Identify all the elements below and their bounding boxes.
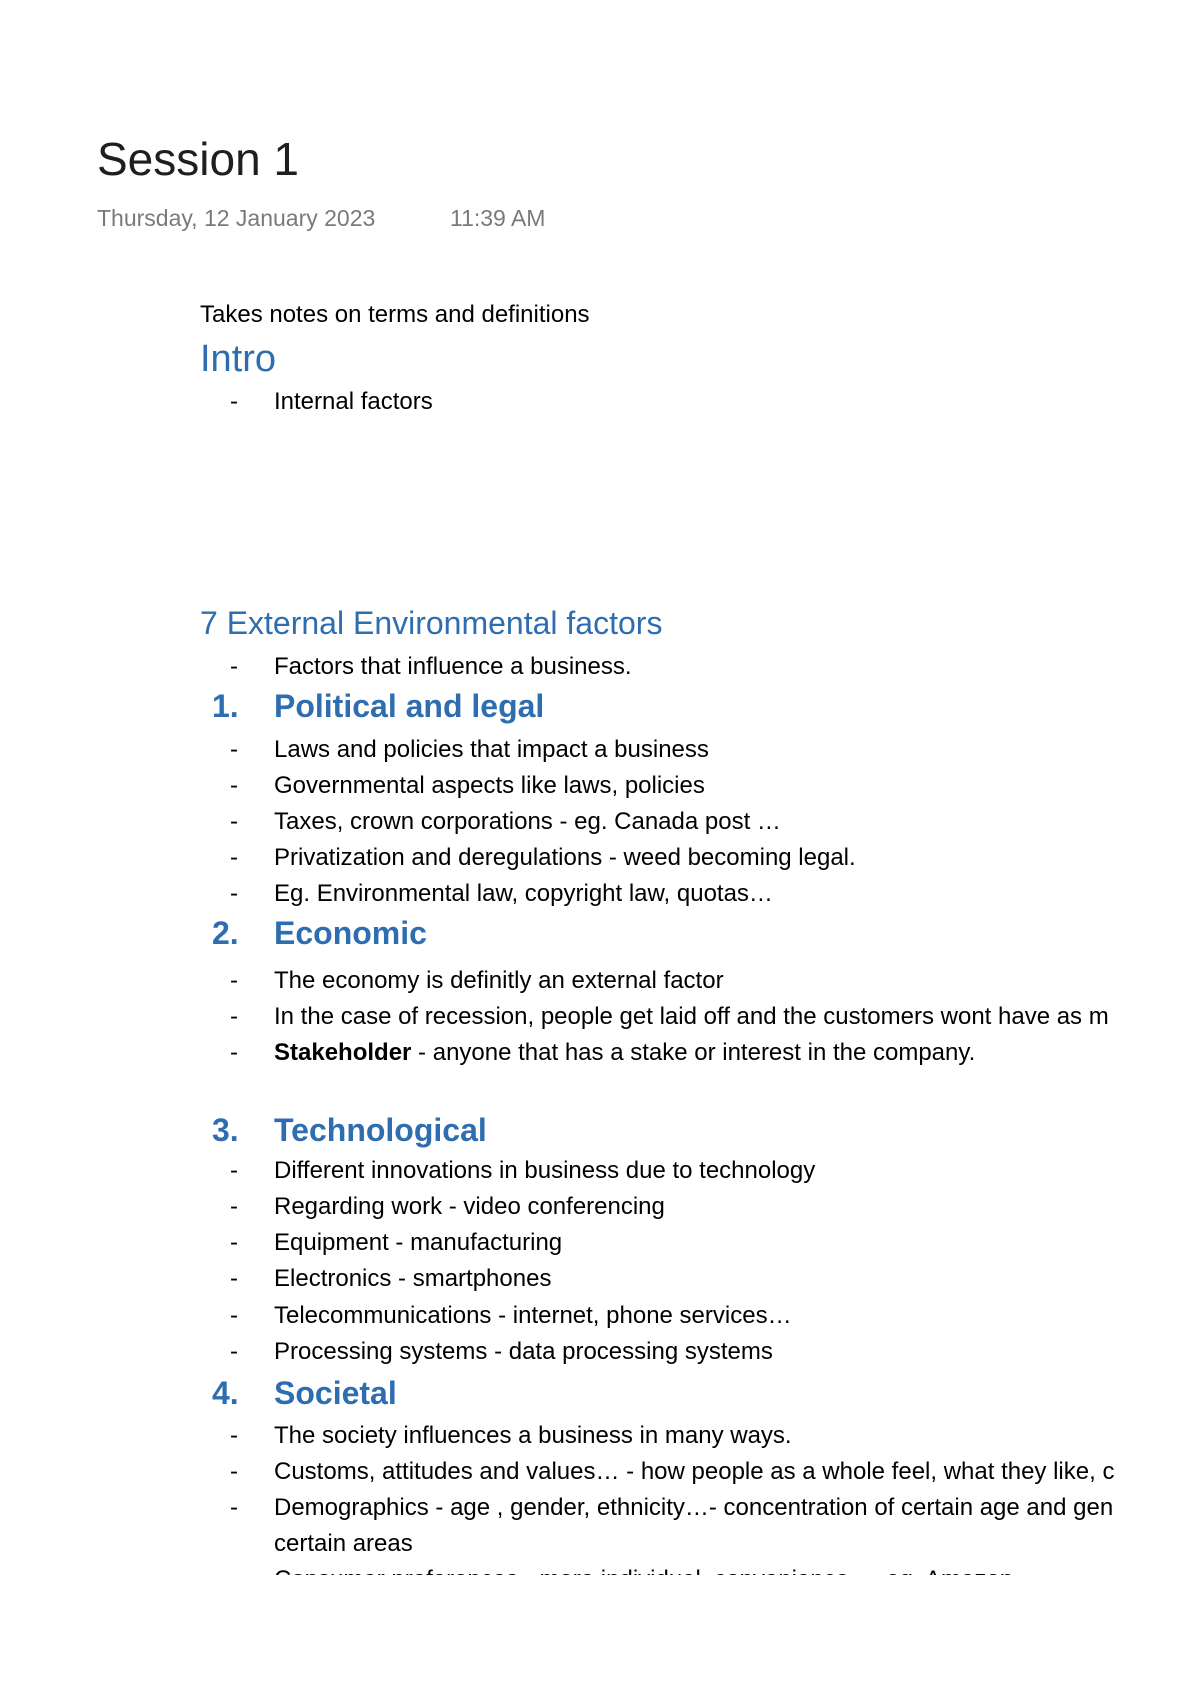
bullet-marker: -	[230, 736, 238, 763]
bullet-marker: -	[230, 653, 238, 680]
bullet-marker: -	[230, 772, 238, 799]
list-item: Electronics - smartphones	[274, 1265, 552, 1292]
list-item: Privatization and deregulations - weed becoming legal.	[274, 844, 856, 871]
list-item: Taxes, crown corporations - eg. Canada post …	[274, 808, 781, 835]
bullet-marker: -	[230, 1338, 238, 1365]
list-item: Regarding work - video conferencing	[274, 1193, 665, 1220]
section-heading: Societal	[274, 1375, 397, 1411]
bullet-marker: -	[230, 1003, 238, 1030]
stakeholder-term: Stakeholder	[274, 1039, 412, 1066]
section-number: 3.	[212, 1112, 239, 1148]
list-item: In the case of recession, people get laid off and the customers wont have as m	[274, 1003, 1109, 1030]
intro-item: Internal factors	[274, 388, 433, 415]
list-item: Different innovations in business due to technology	[274, 1157, 816, 1184]
list-item: Customs, attitudes and values… - how people as a whole feel, what they like, c	[274, 1458, 1115, 1485]
bullet-marker: -	[230, 844, 238, 871]
section-number: 2.	[212, 915, 239, 951]
list-item: The economy is definitly an external factor	[274, 967, 724, 994]
bullet-marker: -	[230, 1458, 238, 1485]
bullet-marker: -	[230, 1039, 238, 1066]
list-item: Processing systems - data processing systems	[274, 1338, 773, 1365]
stakeholder-definition: - anyone that has a stake or interest in the company.	[411, 1039, 976, 1066]
list-item: Eg. Environmental law, copyright law, quotas…	[274, 880, 773, 907]
external-item: Factors that influence a business.	[274, 653, 632, 680]
intro-heading: Intro	[200, 338, 277, 380]
section-number: 1.	[212, 688, 239, 724]
list-item: Demographics - age , gender, ethnicity…- concentration of certain age and gen	[274, 1494, 1114, 1521]
page-time: 11:39 AM	[450, 205, 546, 231]
list-item: Equipment - manufacturing	[274, 1229, 563, 1256]
bullet-marker: -	[230, 967, 238, 994]
page-date: Thursday, 12 January 2023	[97, 205, 376, 231]
bullet-marker: -	[230, 1494, 238, 1521]
bullet-marker: -	[230, 1265, 238, 1292]
bullet-marker: -	[230, 1422, 238, 1449]
bullet-marker: -	[230, 388, 238, 415]
section-heading: Economic	[274, 915, 427, 951]
bullet-marker: -	[230, 1229, 238, 1256]
list-item: Laws and policies that impact a business	[274, 736, 709, 763]
bullet-marker: -	[230, 1157, 238, 1184]
bullet-marker: -	[230, 808, 238, 835]
bullet-marker: -	[230, 1302, 238, 1329]
list-item-stakeholder	[274, 1039, 975, 1067]
list-item: Governmental aspects like laws, policies	[274, 772, 705, 799]
bullet-marker: -	[230, 1193, 238, 1220]
intro-note: Takes notes on terms and definitions	[200, 301, 590, 328]
section-heading: Technological	[274, 1112, 487, 1148]
bullet-marker: -	[230, 880, 238, 907]
list-item: Telecommunications - internet, phone services…	[274, 1302, 792, 1329]
list-item: The society influences a business in many ways.	[274, 1422, 792, 1449]
external-heading: 7 External Environmental factors	[200, 605, 663, 641]
section-number: 4.	[212, 1375, 239, 1411]
section-heading: Political and legal	[274, 688, 545, 724]
page-title: Session 1	[97, 133, 300, 185]
page-bottom-clip	[0, 1575, 1200, 1698]
list-item-continuation: certain areas	[274, 1530, 413, 1557]
